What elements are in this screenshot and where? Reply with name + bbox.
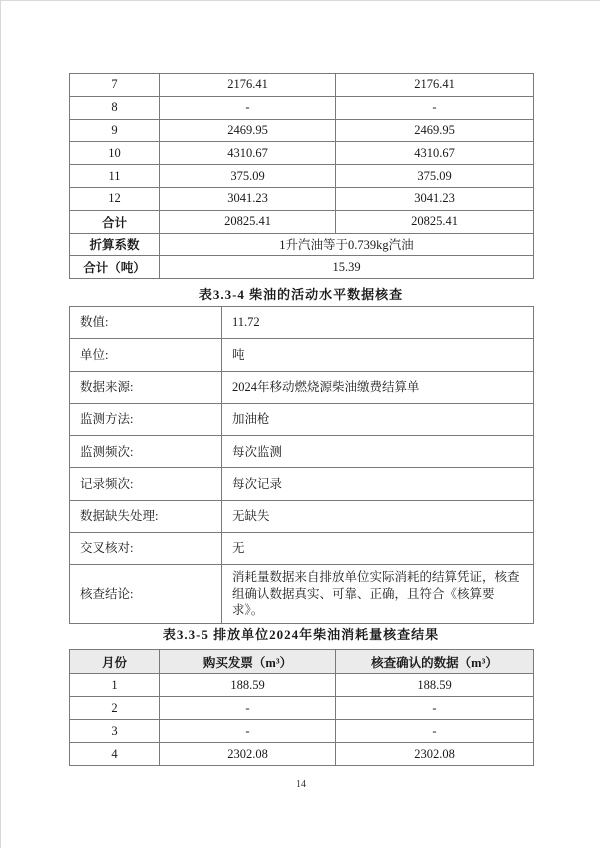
column-header-cell: 购买发票（m³）	[160, 650, 336, 674]
value-cell: -	[160, 697, 336, 720]
gasoline-table-body	[70, 74, 534, 279]
row-label-cell: 8	[70, 96, 160, 119]
diesel-activity-table-body	[70, 307, 534, 624]
table-row	[70, 119, 534, 142]
merged-value-cell: 15.39	[160, 256, 534, 279]
row-label-cell: 9	[70, 119, 160, 142]
table-3-3-4-title: 表3.3-4 柴油的活动水平数据核查	[198, 287, 404, 302]
field-label-cell: 数值:	[70, 307, 222, 339]
value-cell: 375.09	[336, 165, 534, 188]
field-label-cell: 单位:	[70, 339, 222, 371]
table-row	[70, 468, 534, 500]
value-cell: 2176.41	[160, 74, 336, 97]
row-label-cell: 10	[70, 142, 160, 165]
value-cell: -	[336, 720, 534, 743]
table-row	[70, 500, 534, 532]
table-row	[70, 187, 534, 210]
value-cell: -	[160, 720, 336, 743]
table-row	[70, 142, 534, 165]
value-cell: 20825.41	[160, 210, 336, 233]
table-row	[70, 565, 534, 624]
field-value-cell: 2024年移动燃烧源柴油缴费结算单	[222, 371, 534, 403]
diesel-activity-table	[69, 306, 534, 624]
month-cell: 1	[70, 674, 160, 697]
value-cell: 188.59	[336, 674, 534, 697]
field-label-cell: 数据来源:	[70, 371, 222, 403]
field-value-cell: 每次监测	[222, 436, 534, 468]
field-value-cell: 加油枪	[222, 403, 534, 435]
table-row	[70, 165, 534, 188]
field-value-cell: 吨	[222, 339, 534, 371]
row-label-cell: 合计	[70, 210, 160, 233]
field-value-cell: 消耗量数据来自排放单位实际消耗的结算凭证，核查组确认数据真实、可靠、正确，且符合《核算要求》。	[222, 565, 534, 624]
row-label-cell: 12	[70, 187, 160, 210]
field-value-cell: 无	[222, 533, 534, 565]
table-row	[70, 533, 534, 565]
table-row	[70, 674, 534, 697]
table-row	[70, 403, 534, 435]
diesel-consumption-table-body	[70, 674, 534, 766]
table-row	[70, 233, 534, 256]
value-cell: -	[336, 697, 534, 720]
table-row	[70, 210, 534, 233]
column-header-cell: 核查确认的数据（m³）	[336, 650, 534, 674]
row-label-cell: 折算系数	[70, 233, 160, 256]
field-value-cell: 每次记录	[222, 468, 534, 500]
table-row	[70, 256, 534, 279]
field-label-cell: 核查结论:	[70, 565, 222, 624]
row-label-cell: 合计（吨）	[70, 256, 160, 279]
row-label-cell: 7	[70, 74, 160, 97]
column-header-cell: 月份	[70, 650, 160, 674]
value-cell: 375.09	[160, 165, 336, 188]
value-cell: -	[336, 96, 534, 119]
month-cell: 4	[70, 743, 160, 766]
month-cell: 2	[70, 697, 160, 720]
field-label-cell: 数据缺失处理:	[70, 500, 222, 532]
diesel-consumption-table-head	[70, 650, 534, 674]
row-label-cell: 11	[70, 165, 160, 188]
field-label-cell: 监测方法:	[70, 403, 222, 435]
field-value-cell: 无缺失	[222, 500, 534, 532]
diesel-consumption-table	[69, 649, 534, 766]
page-number: 14	[296, 779, 306, 790]
gasoline-activity-table	[69, 73, 534, 279]
value-cell: 2469.95	[336, 119, 534, 142]
value-cell: 2176.41	[336, 74, 534, 97]
value-cell: 4310.67	[160, 142, 336, 165]
table-row	[70, 743, 534, 766]
value-cell: 3041.23	[160, 187, 336, 210]
table-row	[70, 96, 534, 119]
merged-value-cell: 1升汽油等于0.739kg汽油	[160, 233, 534, 256]
table-row	[70, 307, 534, 339]
value-cell: 4310.67	[336, 142, 534, 165]
value-cell: 20825.41	[336, 210, 534, 233]
table-row	[70, 697, 534, 720]
table-row	[70, 371, 534, 403]
field-value-cell: 11.72	[222, 307, 534, 339]
table-row	[70, 436, 534, 468]
value-cell: -	[160, 96, 336, 119]
table-row	[70, 720, 534, 743]
value-cell: 2302.08	[336, 743, 534, 766]
table-header-row	[70, 650, 534, 674]
value-cell: 3041.23	[336, 187, 534, 210]
value-cell: 188.59	[160, 674, 336, 697]
table-row	[70, 339, 534, 371]
table-row	[70, 74, 534, 97]
month-cell: 3	[70, 720, 160, 743]
field-label-cell: 记录频次:	[70, 468, 222, 500]
value-cell: 2469.95	[160, 119, 336, 142]
field-label-cell: 监测频次:	[70, 436, 222, 468]
field-label-cell: 交叉核对:	[70, 533, 222, 565]
value-cell: 2302.08	[160, 743, 336, 766]
table-3-3-5-title: 表3.3-5 排放单位2024年柴油消耗量核查结果	[162, 627, 440, 642]
